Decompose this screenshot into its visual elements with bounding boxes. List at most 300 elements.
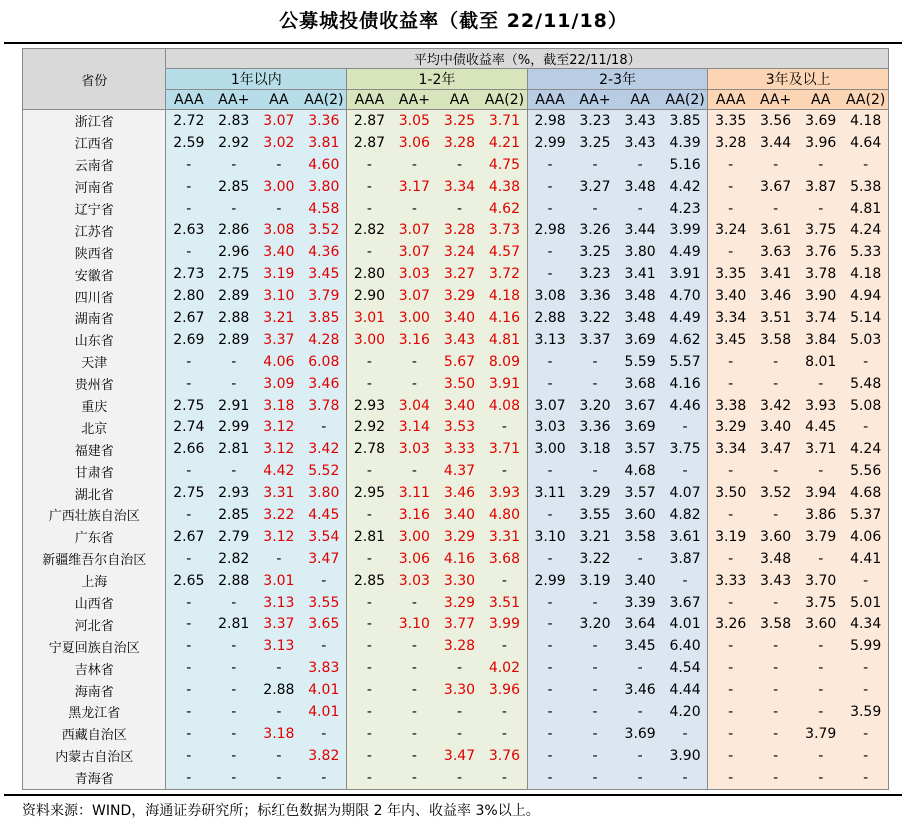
yield-header: 平均中债收益率（%，截至22/11/18） bbox=[166, 49, 889, 69]
yield-cell: 3.96 bbox=[798, 132, 843, 154]
yield-cell: 3.28 bbox=[437, 219, 482, 241]
yield-cell: - bbox=[392, 657, 437, 679]
yield-cell: 3.17 bbox=[392, 176, 437, 198]
yield-cell: 3.48 bbox=[618, 307, 663, 329]
yield-cell: 4.18 bbox=[843, 110, 888, 132]
yield-cell: - bbox=[753, 745, 798, 767]
yield-cell: - bbox=[392, 198, 437, 220]
yield-cell: 4.28 bbox=[301, 329, 346, 351]
yield-cell: - bbox=[166, 592, 211, 614]
yield-cell: 3.37 bbox=[256, 613, 301, 635]
yield-cell: - bbox=[211, 679, 256, 701]
yield-cell: 6.40 bbox=[663, 635, 708, 657]
yield-cell: - bbox=[527, 263, 572, 285]
yield-cell: - bbox=[166, 198, 211, 220]
yield-cell: 3.61 bbox=[663, 526, 708, 548]
table-row bbox=[23, 241, 889, 263]
yield-cell: 3.75 bbox=[663, 438, 708, 460]
yield-cell: 3.18 bbox=[256, 395, 301, 417]
yield-cell: - bbox=[708, 679, 753, 701]
yield-cell: - bbox=[527, 592, 572, 614]
page-title: 公募城投债收益率（截至 22/11/18） bbox=[279, 10, 628, 32]
yield-cell: - bbox=[211, 635, 256, 657]
yield-cell: 3.34 bbox=[437, 176, 482, 198]
yield-cell: 3.84 bbox=[798, 329, 843, 351]
yield-cell: - bbox=[708, 657, 753, 679]
yield-cell: - bbox=[301, 635, 346, 657]
yield-cell: 3.13 bbox=[527, 329, 572, 351]
yield-cell: 2.72 bbox=[166, 110, 211, 132]
yield-cell: 3.43 bbox=[618, 132, 663, 154]
yield-cell: - bbox=[527, 198, 572, 220]
yield-cell: 3.40 bbox=[437, 395, 482, 417]
yield-cell: 2.80 bbox=[166, 285, 211, 307]
rating-header: AA+ bbox=[392, 90, 437, 110]
yield-cell: 4.45 bbox=[301, 504, 346, 526]
yield-cell: 4.62 bbox=[663, 329, 708, 351]
yield-cell: 3.35 bbox=[708, 110, 753, 132]
yield-cell: 5.33 bbox=[843, 241, 888, 263]
yield-cell: - bbox=[843, 351, 888, 373]
yield-cell: 4.80 bbox=[482, 504, 527, 526]
yield-cell: 3.35 bbox=[708, 263, 753, 285]
yield-cell: - bbox=[843, 723, 888, 745]
yield-cell: 3.24 bbox=[708, 219, 753, 241]
yield-cell: 3.30 bbox=[437, 570, 482, 592]
province-cell: 上海 bbox=[23, 570, 166, 592]
yield-cell: 2.96 bbox=[211, 241, 256, 263]
yield-cell: - bbox=[256, 767, 301, 789]
yield-cell: - bbox=[527, 701, 572, 723]
rating-header: AA(2) bbox=[663, 90, 708, 110]
yield-cell: 3.13 bbox=[256, 592, 301, 614]
table-row bbox=[23, 219, 889, 241]
yield-cell: - bbox=[572, 767, 617, 789]
yield-cell: 4.68 bbox=[618, 460, 663, 482]
yield-cell: - bbox=[663, 723, 708, 745]
yield-cell: - bbox=[166, 504, 211, 526]
yield-cell: 2.86 bbox=[211, 219, 256, 241]
yield-cell: - bbox=[708, 154, 753, 176]
yield-cell: - bbox=[663, 570, 708, 592]
yield-cell: 3.29 bbox=[708, 416, 753, 438]
rating-header: AA(2) bbox=[482, 90, 527, 110]
yield-cell: 3.78 bbox=[301, 395, 346, 417]
yield-cell: 3.21 bbox=[256, 307, 301, 329]
yield-cell: 3.19 bbox=[708, 526, 753, 548]
yield-cell: 2.99 bbox=[527, 570, 572, 592]
yield-cell: - bbox=[753, 373, 798, 395]
yield-cell: 4.24 bbox=[843, 219, 888, 241]
yield-cell: 3.80 bbox=[301, 176, 346, 198]
yield-cell: 2.91 bbox=[211, 395, 256, 417]
yield-cell: 3.57 bbox=[618, 482, 663, 504]
yield-cell: 4.45 bbox=[798, 416, 843, 438]
rating-header: AA(2) bbox=[301, 90, 346, 110]
yield-cell: 3.08 bbox=[527, 285, 572, 307]
yield-cell: 3.01 bbox=[256, 570, 301, 592]
yield-cell: 3.16 bbox=[392, 329, 437, 351]
yield-cell: - bbox=[347, 635, 392, 657]
yield-cell: - bbox=[618, 767, 663, 789]
yield-cell: - bbox=[437, 767, 482, 789]
yield-cell: - bbox=[347, 198, 392, 220]
yield-cell: 3.34 bbox=[708, 307, 753, 329]
yield-cell: 4.70 bbox=[663, 285, 708, 307]
yield-cell: - bbox=[572, 679, 617, 701]
province-cell: 重庆 bbox=[23, 395, 166, 417]
yield-cell: - bbox=[347, 657, 392, 679]
yield-cell: - bbox=[166, 154, 211, 176]
yield-cell: 3.44 bbox=[618, 219, 663, 241]
yield-cell: 4.42 bbox=[663, 176, 708, 198]
yield-cell: 2.89 bbox=[211, 285, 256, 307]
yield-cell: 3.04 bbox=[392, 395, 437, 417]
yield-cell: 4.08 bbox=[482, 395, 527, 417]
yield-cell: - bbox=[527, 460, 572, 482]
yield-cell: - bbox=[618, 657, 663, 679]
yield-cell: - bbox=[753, 635, 798, 657]
yield-cell: 3.68 bbox=[482, 548, 527, 570]
table-row bbox=[23, 132, 889, 154]
yield-cell: - bbox=[166, 373, 211, 395]
yield-cell: - bbox=[708, 198, 753, 220]
yield-cell: 3.03 bbox=[392, 438, 437, 460]
yield-cell: - bbox=[347, 679, 392, 701]
province-cell: 湖北省 bbox=[23, 482, 166, 504]
yield-cell: 3.46 bbox=[437, 482, 482, 504]
yield-cell: 2.82 bbox=[211, 548, 256, 570]
yield-cell: 5.57 bbox=[663, 351, 708, 373]
yield-cell: 5.08 bbox=[843, 395, 888, 417]
yield-cell: - bbox=[211, 351, 256, 373]
yield-cell: 4.16 bbox=[482, 307, 527, 329]
yield-cell: 3.00 bbox=[347, 329, 392, 351]
yield-cell: - bbox=[347, 767, 392, 789]
yield-cell: 2.85 bbox=[211, 176, 256, 198]
yield-cell: - bbox=[708, 241, 753, 263]
yield-cell: - bbox=[347, 745, 392, 767]
yield-cell: 3.31 bbox=[256, 482, 301, 504]
yield-cell: 3.07 bbox=[392, 219, 437, 241]
yield-cell: 3.79 bbox=[798, 723, 843, 745]
yield-cell: - bbox=[798, 767, 843, 789]
yield-cell: 3.67 bbox=[663, 592, 708, 614]
bottom-rule bbox=[4, 794, 902, 796]
yield-cell: - bbox=[753, 592, 798, 614]
yield-cell: - bbox=[708, 460, 753, 482]
yield-cell: 3.38 bbox=[708, 395, 753, 417]
yield-cell: 3.83 bbox=[301, 657, 346, 679]
yield-cell: 3.22 bbox=[256, 504, 301, 526]
yield-cell: - bbox=[392, 679, 437, 701]
group-header-1-2y: 1-2年 bbox=[347, 69, 528, 90]
yield-cell: 4.44 bbox=[663, 679, 708, 701]
yield-cell: - bbox=[663, 460, 708, 482]
rating-header: AA+ bbox=[753, 90, 798, 110]
yield-cell: - bbox=[798, 701, 843, 723]
yield-cell: 3.54 bbox=[301, 526, 346, 548]
yield-cell: - bbox=[708, 701, 753, 723]
province-cell: 浙江省 bbox=[23, 110, 166, 132]
yield-cell: 2.67 bbox=[166, 307, 211, 329]
province-cell: 宁夏回族自治区 bbox=[23, 635, 166, 657]
yield-cell: 3.60 bbox=[618, 504, 663, 526]
yield-cell: 3.46 bbox=[618, 679, 663, 701]
yield-cell: 3.28 bbox=[437, 132, 482, 154]
yield-cell: 4.75 bbox=[482, 154, 527, 176]
yield-cell: - bbox=[572, 635, 617, 657]
rating-header: AAA bbox=[708, 90, 753, 110]
yield-cell: 3.40 bbox=[437, 307, 482, 329]
yield-cell: - bbox=[663, 767, 708, 789]
table-row bbox=[23, 635, 889, 657]
yield-cell: 2.87 bbox=[347, 110, 392, 132]
yield-cell: - bbox=[392, 723, 437, 745]
yield-cell: - bbox=[527, 767, 572, 789]
yield-cell: 2.85 bbox=[211, 504, 256, 526]
province-cell: 辽宁省 bbox=[23, 198, 166, 220]
yield-cell: - bbox=[166, 679, 211, 701]
yield-cell: 4.39 bbox=[663, 132, 708, 154]
yield-cell: 3.22 bbox=[572, 307, 617, 329]
yield-cell: - bbox=[708, 592, 753, 614]
yield-cell: - bbox=[527, 679, 572, 701]
yield-cell: 5.37 bbox=[843, 504, 888, 526]
yield-cell: - bbox=[256, 701, 301, 723]
yield-cell: 3.12 bbox=[256, 438, 301, 460]
province-cell: 甘肃省 bbox=[23, 460, 166, 482]
yield-cell: - bbox=[211, 198, 256, 220]
yield-cell: - bbox=[663, 416, 708, 438]
yield-cell: - bbox=[166, 745, 211, 767]
yield-cell: 4.38 bbox=[482, 176, 527, 198]
yield-cell: 3.11 bbox=[527, 482, 572, 504]
yield-cell: - bbox=[572, 592, 617, 614]
province-cell: 湖南省 bbox=[23, 307, 166, 329]
province-cell: 青海省 bbox=[23, 767, 166, 789]
yield-cell: 4.81 bbox=[482, 329, 527, 351]
yield-cell: 2.88 bbox=[527, 307, 572, 329]
yield-cell: 3.18 bbox=[256, 723, 301, 745]
yield-cell: - bbox=[482, 635, 527, 657]
yield-cell: 2.75 bbox=[166, 395, 211, 417]
yield-cell: 2.88 bbox=[211, 307, 256, 329]
yield-cell: 2.85 bbox=[347, 570, 392, 592]
yield-cell: 3.65 bbox=[301, 613, 346, 635]
province-cell: 四川省 bbox=[23, 285, 166, 307]
yield-cell: 3.27 bbox=[437, 263, 482, 285]
yield-cell: - bbox=[843, 657, 888, 679]
yield-cell: 4.36 bbox=[301, 241, 346, 263]
yield-cell: 3.94 bbox=[798, 482, 843, 504]
yield-cell: 3.48 bbox=[618, 176, 663, 198]
yield-cell: - bbox=[753, 154, 798, 176]
province-cell: 江苏省 bbox=[23, 219, 166, 241]
yield-cell: - bbox=[166, 548, 211, 570]
group-header-within-1y: 1年以内 bbox=[166, 69, 347, 90]
yield-cell: 3.76 bbox=[798, 241, 843, 263]
yield-cell: - bbox=[753, 701, 798, 723]
table-row bbox=[23, 570, 889, 592]
yield-cell: 3.25 bbox=[437, 110, 482, 132]
province-header: 省份 bbox=[23, 49, 166, 110]
table-row bbox=[23, 745, 889, 767]
yield-cell: 3.21 bbox=[572, 526, 617, 548]
yield-cell: - bbox=[753, 351, 798, 373]
yield-cell: 3.78 bbox=[798, 263, 843, 285]
yield-cell: 3.37 bbox=[256, 329, 301, 351]
yield-cell: - bbox=[392, 592, 437, 614]
yield-cell: 3.57 bbox=[618, 438, 663, 460]
province-cell: 陕西省 bbox=[23, 241, 166, 263]
yield-cell: 4.06 bbox=[256, 351, 301, 373]
yield-cell: - bbox=[166, 460, 211, 482]
yield-cell: - bbox=[482, 416, 527, 438]
yield-cell: 3.67 bbox=[753, 176, 798, 198]
yield-cell: 2.73 bbox=[166, 263, 211, 285]
province-cell: 江西省 bbox=[23, 132, 166, 154]
yield-cell: 3.19 bbox=[256, 263, 301, 285]
yield-cell: 4.21 bbox=[482, 132, 527, 154]
yield-cell: - bbox=[572, 460, 617, 482]
table-row bbox=[23, 307, 889, 329]
province-cell: 广东省 bbox=[23, 526, 166, 548]
yield-cell: - bbox=[572, 723, 617, 745]
yield-cell: - bbox=[211, 745, 256, 767]
yield-cell: 3.59 bbox=[843, 701, 888, 723]
table-row bbox=[23, 592, 889, 614]
yield-cell: - bbox=[301, 416, 346, 438]
yield-cell: 4.18 bbox=[843, 263, 888, 285]
table-row bbox=[23, 613, 889, 635]
yield-cell: 3.96 bbox=[482, 679, 527, 701]
table-body bbox=[23, 110, 889, 790]
yield-cell: 3.40 bbox=[437, 504, 482, 526]
yield-cell: - bbox=[437, 154, 482, 176]
table-row bbox=[23, 395, 889, 417]
yield-cell: 3.58 bbox=[618, 526, 663, 548]
province-cell: 西藏自治区 bbox=[23, 723, 166, 745]
yield-cell: 3.28 bbox=[437, 635, 482, 657]
yield-cell: 3.73 bbox=[482, 219, 527, 241]
yield-cell: - bbox=[392, 373, 437, 395]
yield-cell: 2.80 bbox=[347, 263, 392, 285]
table-row bbox=[23, 504, 889, 526]
yield-cell: 4.64 bbox=[843, 132, 888, 154]
yield-cell: 3.29 bbox=[437, 526, 482, 548]
yield-cell: 3.76 bbox=[482, 745, 527, 767]
yield-cell: 4.34 bbox=[843, 613, 888, 635]
yield-cell: - bbox=[392, 635, 437, 657]
yield-cell: - bbox=[166, 613, 211, 635]
province-cell: 广西壮族自治区 bbox=[23, 504, 166, 526]
yield-cell: 2.81 bbox=[211, 613, 256, 635]
yield-cell: 3.42 bbox=[301, 438, 346, 460]
yield-cell: 3.85 bbox=[663, 110, 708, 132]
yield-cell: 3.60 bbox=[753, 526, 798, 548]
yield-cell: 4.42 bbox=[256, 460, 301, 482]
yield-cell: 4.01 bbox=[301, 701, 346, 723]
yield-cell: 3.41 bbox=[618, 263, 663, 285]
yield-cell: 3.50 bbox=[437, 373, 482, 395]
yield-cell: 3.55 bbox=[301, 592, 346, 614]
yield-cell: 4.16 bbox=[437, 548, 482, 570]
yield-cell: - bbox=[527, 548, 572, 570]
yield-cell: 3.16 bbox=[392, 504, 437, 526]
yield-cell: 3.09 bbox=[256, 373, 301, 395]
yield-cell: 8.01 bbox=[798, 351, 843, 373]
yield-cell: 3.87 bbox=[663, 548, 708, 570]
yield-cell: - bbox=[798, 679, 843, 701]
rating-header: AA(2) bbox=[843, 90, 888, 110]
yield-cell: 4.54 bbox=[663, 657, 708, 679]
yield-cell: - bbox=[798, 198, 843, 220]
yield-cell: 3.51 bbox=[753, 307, 798, 329]
yield-cell: 4.49 bbox=[663, 241, 708, 263]
yield-cell: 4.58 bbox=[301, 198, 346, 220]
province-cell: 海南省 bbox=[23, 679, 166, 701]
yield-cell: - bbox=[392, 701, 437, 723]
yield-cell: 3.58 bbox=[753, 613, 798, 635]
yield-cell: - bbox=[347, 504, 392, 526]
yield-cell: 3.80 bbox=[618, 241, 663, 263]
yield-cell: 4.07 bbox=[663, 482, 708, 504]
yield-cell: - bbox=[482, 767, 527, 789]
yield-cell: 3.43 bbox=[618, 110, 663, 132]
yield-cell: - bbox=[347, 613, 392, 635]
yield-cell: 3.00 bbox=[392, 307, 437, 329]
yield-cell: - bbox=[843, 767, 888, 789]
yield-cell: 3.69 bbox=[618, 723, 663, 745]
yield-cell: - bbox=[798, 657, 843, 679]
yield-cell: - bbox=[618, 154, 663, 176]
yield-cell: 3.44 bbox=[753, 132, 798, 154]
province-cell: 北京 bbox=[23, 416, 166, 438]
yield-cell: - bbox=[211, 657, 256, 679]
yield-cell: - bbox=[843, 745, 888, 767]
yield-cell: 3.70 bbox=[798, 570, 843, 592]
yield-cell: 3.80 bbox=[301, 482, 346, 504]
yield-cell: 4.81 bbox=[843, 198, 888, 220]
rating-header: AA+ bbox=[572, 90, 617, 110]
yield-cell: 3.27 bbox=[572, 176, 617, 198]
yield-cell: - bbox=[166, 701, 211, 723]
yield-cell: 3.02 bbox=[256, 132, 301, 154]
yield-cell: - bbox=[211, 373, 256, 395]
yield-cell: 2.78 bbox=[347, 438, 392, 460]
yield-cell: 3.52 bbox=[301, 219, 346, 241]
table-row bbox=[23, 679, 889, 701]
yield-cell: 3.55 bbox=[572, 504, 617, 526]
yield-cell: 3.07 bbox=[256, 110, 301, 132]
yield-cell: 2.88 bbox=[256, 679, 301, 701]
yield-cell: - bbox=[843, 570, 888, 592]
yield-cell: 4.41 bbox=[843, 548, 888, 570]
rating-header: AA bbox=[618, 90, 663, 110]
yield-cell: 3.93 bbox=[482, 482, 527, 504]
province-cell: 福建省 bbox=[23, 438, 166, 460]
yield-cell: - bbox=[843, 154, 888, 176]
yield-cell: 3.01 bbox=[347, 307, 392, 329]
group-header-3y-plus: 3年及以上 bbox=[708, 69, 889, 90]
yield-cell: 3.67 bbox=[618, 395, 663, 417]
yield-cell: 4.62 bbox=[482, 198, 527, 220]
rating-header: AA bbox=[256, 90, 301, 110]
yield-cell: 3.99 bbox=[663, 219, 708, 241]
yield-cell: 3.40 bbox=[618, 570, 663, 592]
yield-cell: 3.20 bbox=[572, 395, 617, 417]
